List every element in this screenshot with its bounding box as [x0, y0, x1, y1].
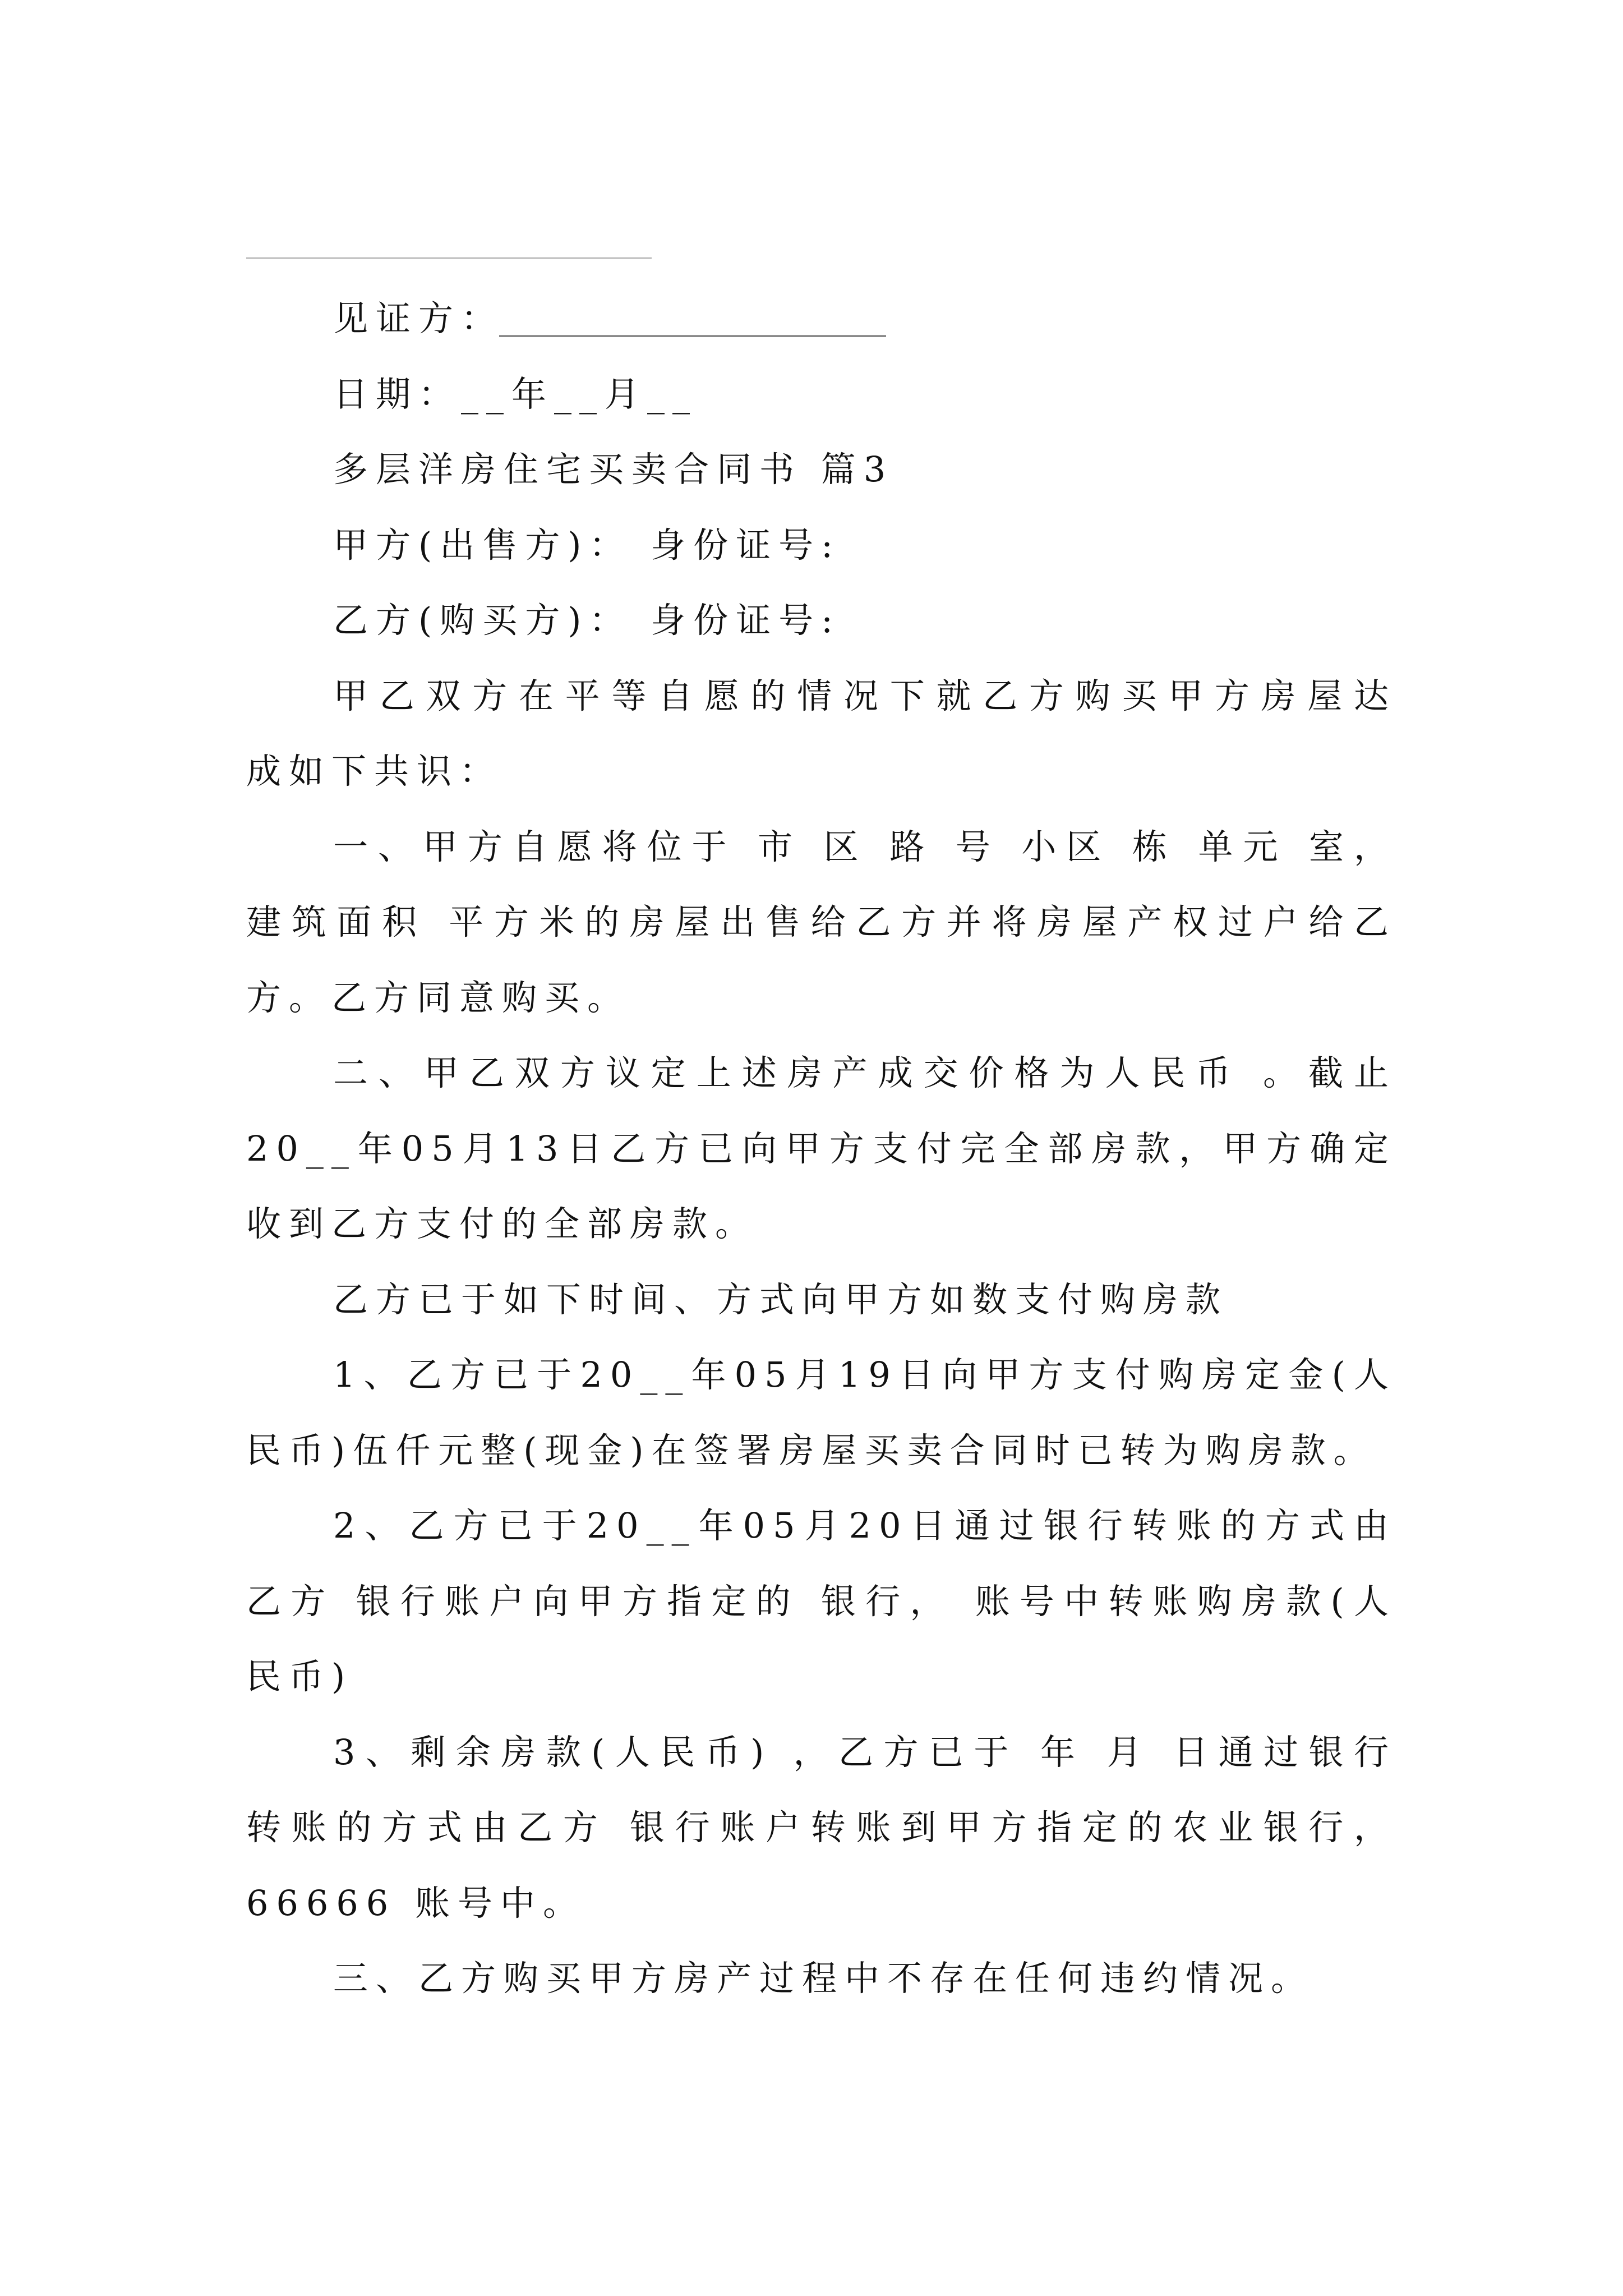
paragraph-line: 民币) [246, 1656, 353, 1697]
paragraph-consensus [246, 659, 1396, 809]
paragraph-line: 方。乙方同意购买。 [246, 977, 630, 1018]
paragraph-line: 乙方 银行账户向甲方指定的 银行， 账号中转账购房款(人 [246, 1580, 1396, 1622]
paragraph-payment-intro [246, 1262, 1396, 1338]
paragraph-clause-3 [246, 1941, 1396, 2017]
contract-text [246, 281, 1396, 2017]
paragraph-line: 收到乙方支付的全部房款。 [246, 1203, 758, 1244]
party-b-line: 乙方(购买方)： 身份证号: [333, 600, 841, 641]
top-divider-line [246, 257, 652, 259]
date-line: 日期：__年__月__ [333, 373, 698, 415]
paragraph-line: 20__年05月13日乙方已向甲方支付完全部房款，甲方确定 [246, 1128, 1396, 1169]
paragraph-line: 3、剩余房款(人民币) ，乙方已于 年 月 日通过银行 [333, 1731, 1396, 1773]
paragraph-line: 民币)伍仟元整(现金)在签署房屋买卖合同时已转为购房款。 [246, 1429, 1376, 1471]
paragraph-line: 二、甲乙双方议定上述房产成交价格为人民币 。截止 [333, 1052, 1396, 1093]
section-title: 多层洋房住宅买卖合同书 篇3 [333, 449, 894, 490]
paragraph-payment-1 [246, 1337, 1396, 1488]
paragraph-line: 66666 账号中。 [246, 1882, 585, 1924]
paragraph-line: 甲乙双方在平等自愿的情况下就乙方购买甲方房屋达 [333, 675, 1396, 716]
paragraph-clause-2 [246, 1036, 1396, 1262]
paragraph-payment-3 [246, 1715, 1396, 1941]
witness-blank-line [499, 334, 886, 337]
paragraph-line: 建筑面积 平方米的房屋出售给乙方并将房屋产权过户给乙 [246, 901, 1396, 942]
paragraph-clause-1 [246, 809, 1396, 1036]
paragraph-line: 转账的方式由乙方 银行账户转账到甲方指定的农业银行， [246, 1807, 1396, 1848]
witness-label: 见证方： [333, 298, 504, 339]
paragraph-payment-2 [246, 1488, 1396, 1715]
paragraph-line: 三、乙方购买甲方房产过程中不存在任何违约情况。 [333, 1958, 1314, 1999]
paragraph-line: 一、甲方自愿将位于 市 区 路 号 小区 栋 单元 室， [333, 826, 1396, 867]
paragraph-line: 1、乙方已于20__年05月19日向甲方支付购房定金(人 [333, 1354, 1396, 1395]
paragraph-line: 成如下共识： [246, 751, 502, 792]
paragraph-line: 乙方已于如下时间、方式向甲方如数支付购房款 [333, 1278, 1229, 1320]
paragraph-line: 2、乙方已于20__年05月20日通过银行转账的方式由 [333, 1505, 1396, 1546]
witness-line [246, 281, 1396, 357]
party-a-line: 甲方(出售方)： 身份证号: [333, 524, 841, 565]
